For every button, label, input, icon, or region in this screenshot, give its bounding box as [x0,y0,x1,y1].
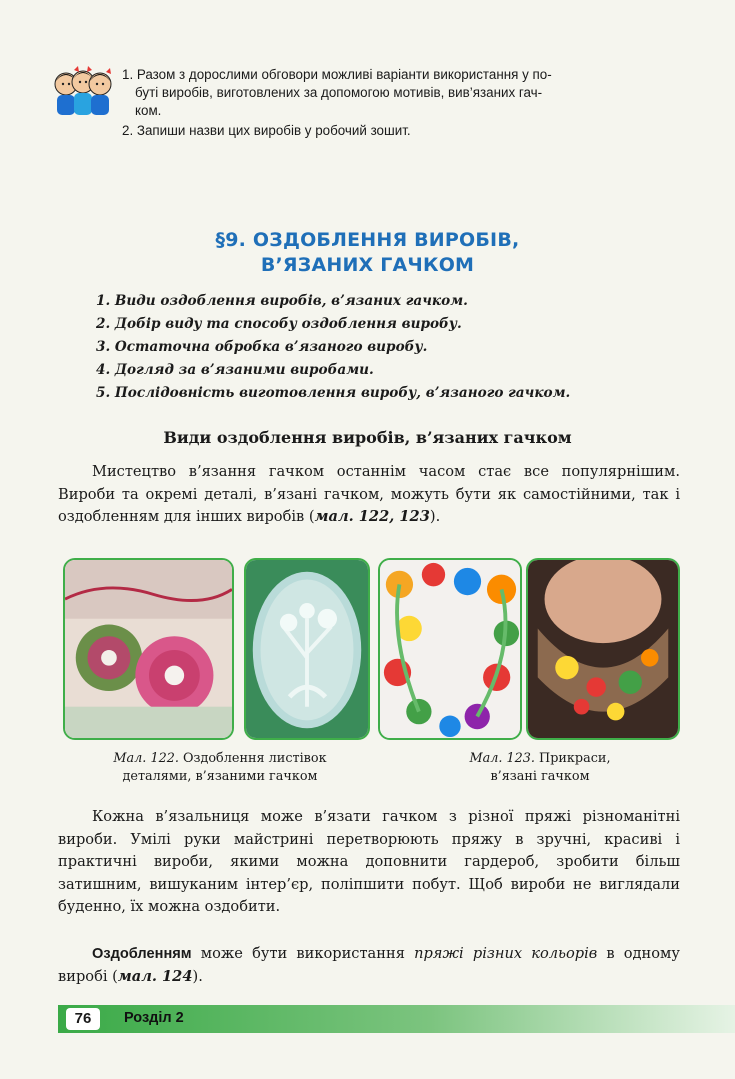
task-line: буті виробів, виготовлених за допомогою мотивів, вив’язаних гач- [135,85,543,100]
paragraph-2-text: Кожна в’язальниця може в’язати гачком з різної пряжі різноманітні вироби. Умілі руки майстрині перетворюють пряжу в зручні, красиві і практичні вироби, якими можна доповнити гардероб, зробити більш затишним, вишуканим інтер’єр, поліпшити побут. Щоб вироби не виглядали буденно, їх можна оздобити. [58,808,680,916]
paragraph-3-mid: може бути використання [191,945,415,962]
section-heading-line1: §9. ОЗДОБЛЕННЯ ВИРОБІВ, [215,229,520,251]
photo-crochet-flowers-card [63,558,234,740]
figure-123-line1: Прикраси, [534,751,611,766]
section-label: Розділ 2 [124,1010,184,1026]
paragraph-1-end: ). [429,508,441,526]
paragraph-1 [58,461,680,529]
paragraph-3-mid2: в одному виробі ( [58,945,680,985]
photo-crochet-flower-wreath [378,558,522,740]
paragraph-3-italic: пряжі різних кольорів [414,945,598,962]
figure-reference: мал. 124 [117,967,193,985]
task-line: ком. [135,103,162,118]
kids-discussion-icon [52,64,114,116]
outline-item: 1. Види оздоблення виробів, в’язаних гачком. [96,293,468,309]
term-bold: Оздобленням [92,946,192,962]
paragraph-1-text: Мистецтво в’язання гачком останнім часом стає все популярнішим. Вироби та окремі деталі, в’язані гачком, можуть бути як самостійними, так і оздобленням для інших виробів ( [58,463,680,526]
paragraph-3 [58,943,680,988]
figure-123-caption [420,750,660,786]
section-heading-line2: В’ЯЗАНИХ ГАЧКОМ [260,254,475,276]
photo-crochet-necklace [526,558,680,740]
outline-item: 2. Добір виду та способу оздоблення виробу. [96,316,462,332]
task-line: 1. Разом з дорослими обговори можливі варіанти використання у по- [122,67,552,82]
paragraph-2 [58,806,680,919]
figure-reference: мал. 122, 123 [314,508,430,526]
paragraph-3-end: ). [192,967,203,985]
subheading: Види оздоблення виробів, в’язаних гачком [163,428,572,447]
figure-122-line1: Оздоблення листівок [178,751,327,766]
figure-123-label: Мал. 123. [469,751,535,766]
figure-122-line2: деталями, в’язаними гачком [122,769,318,784]
figure-123-line2: в’язані гачком [490,769,590,784]
figure-122-caption [70,750,370,786]
section-heading [0,228,735,278]
page-number: 76 [66,1008,100,1030]
outline-item: 4. Догляд за в’язаними виробами. [96,362,374,378]
figure-122-label: Мал. 122. [113,751,179,766]
discussion-tasks [122,66,682,140]
photo-relief-cameo [244,558,370,740]
section-outline [96,290,696,405]
outline-item: 5. Послідовність виготовлення виробу, в’язаного гачком. [96,385,571,401]
task-line: 2. Запиши назви цих виробів у робочий зошит. [122,123,411,138]
outline-item: 3. Остаточна обробка в’язаного виробу. [96,339,428,355]
